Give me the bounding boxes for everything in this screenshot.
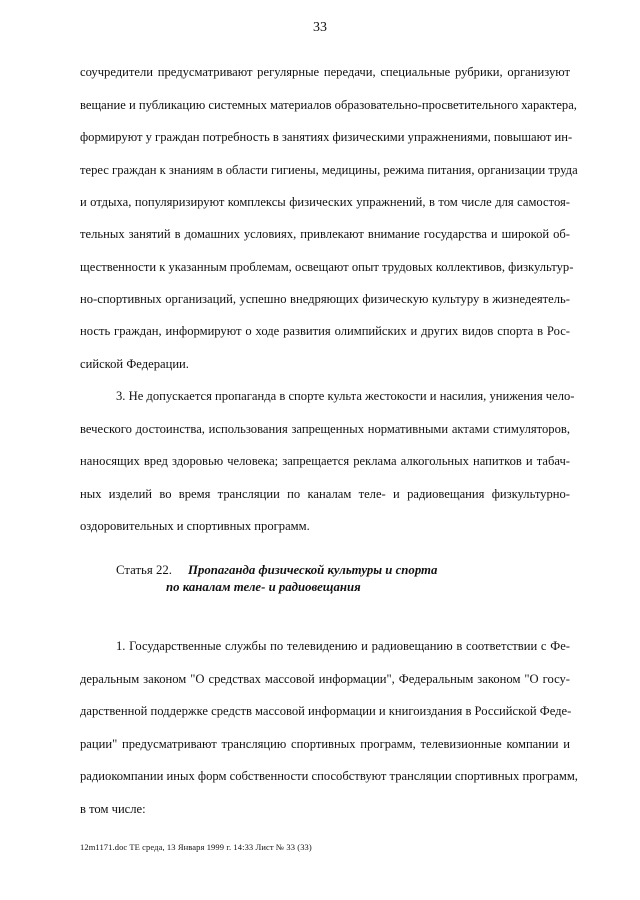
body-text-line: веческого достоинства, использования запрещенных нормативными актами стимуляторов,: [80, 422, 570, 436]
page-number: 33: [313, 20, 327, 35]
body-text-line: тельных занятий в домашних условиях, привлекают внимание государства и широкой об-: [80, 227, 570, 241]
body-text-line: рации" предусматривают трансляцию спортивных программ, телевизионные компании и: [80, 737, 570, 751]
body-text-line: формируют у граждан потребность в занятиях физическими упражнениями, повышают ин-: [80, 130, 573, 144]
body-text-line: щественности к указанным проблемам, освещают опыт трудовых коллективов, физкультур-: [80, 260, 574, 274]
body-text-line: но-спортивных организаций, успешно внедряющих физическую культуру в жизнедеятель-: [80, 292, 570, 306]
body-text-line: ность граждан, информируют о ходе развития олимпийских и других видов спорта в Рос-: [80, 324, 570, 338]
body-text-line: сийской Федерации.: [80, 357, 189, 371]
body-text-line: дарственной поддержке средств массовой информации и книгоиздания в Российской Феде-: [80, 704, 572, 718]
body-text-line: деральным законом "О средствах массовой информации", Федеральным законом "О госу-: [80, 672, 570, 686]
article-heading: [116, 562, 438, 594]
body-text-line: наносящих вред здоровью человека; запрещается реклама алкогольных напитков и табач-: [80, 454, 570, 468]
document-footer: 12m1171.doc TE среда, 13 Января 1999 г. 14:33 Лист № 33 (33): [80, 842, 312, 852]
body-text-line: и отдыха, популяризируют комплексы физических упражнений, в том числе для самостоя-: [80, 195, 570, 209]
body-text-line: 1. Государственные службы по телевидению и радиовещанию в соответствии с Фе-: [116, 639, 570, 653]
body-text-line: соучредители предусматривают регулярные передачи, специальные рубрики, организуют: [80, 65, 570, 79]
body-text-line: радиокомпании иных форм собственности способствуют трансляции спортивных программ,: [80, 769, 578, 783]
article-title-line2: по каналам теле- и радиовещания: [166, 580, 361, 594]
article-title-line1: Пропаганда физической культуры и спорта: [188, 563, 438, 577]
article-number: Статья 22.: [116, 563, 172, 577]
body-text-line: терес граждан к знаниям в области гигиены, медицины, режима питания, организации труда: [80, 163, 578, 177]
body-text-line: 3. Не допускается пропаганда в спорте культа жестокости и насилия, унижения чело-: [116, 389, 575, 403]
body-text-line: ных изделий во время трансляции по каналам теле- и радиовещания физкультурно-: [80, 487, 570, 501]
body-text-line: вещание и публикацию системных материалов образовательно-просветительного характера,: [80, 98, 577, 112]
body-text-line: в том числе:: [80, 802, 146, 816]
body-text-line: оздоровительных и спортивных программ.: [80, 519, 310, 533]
